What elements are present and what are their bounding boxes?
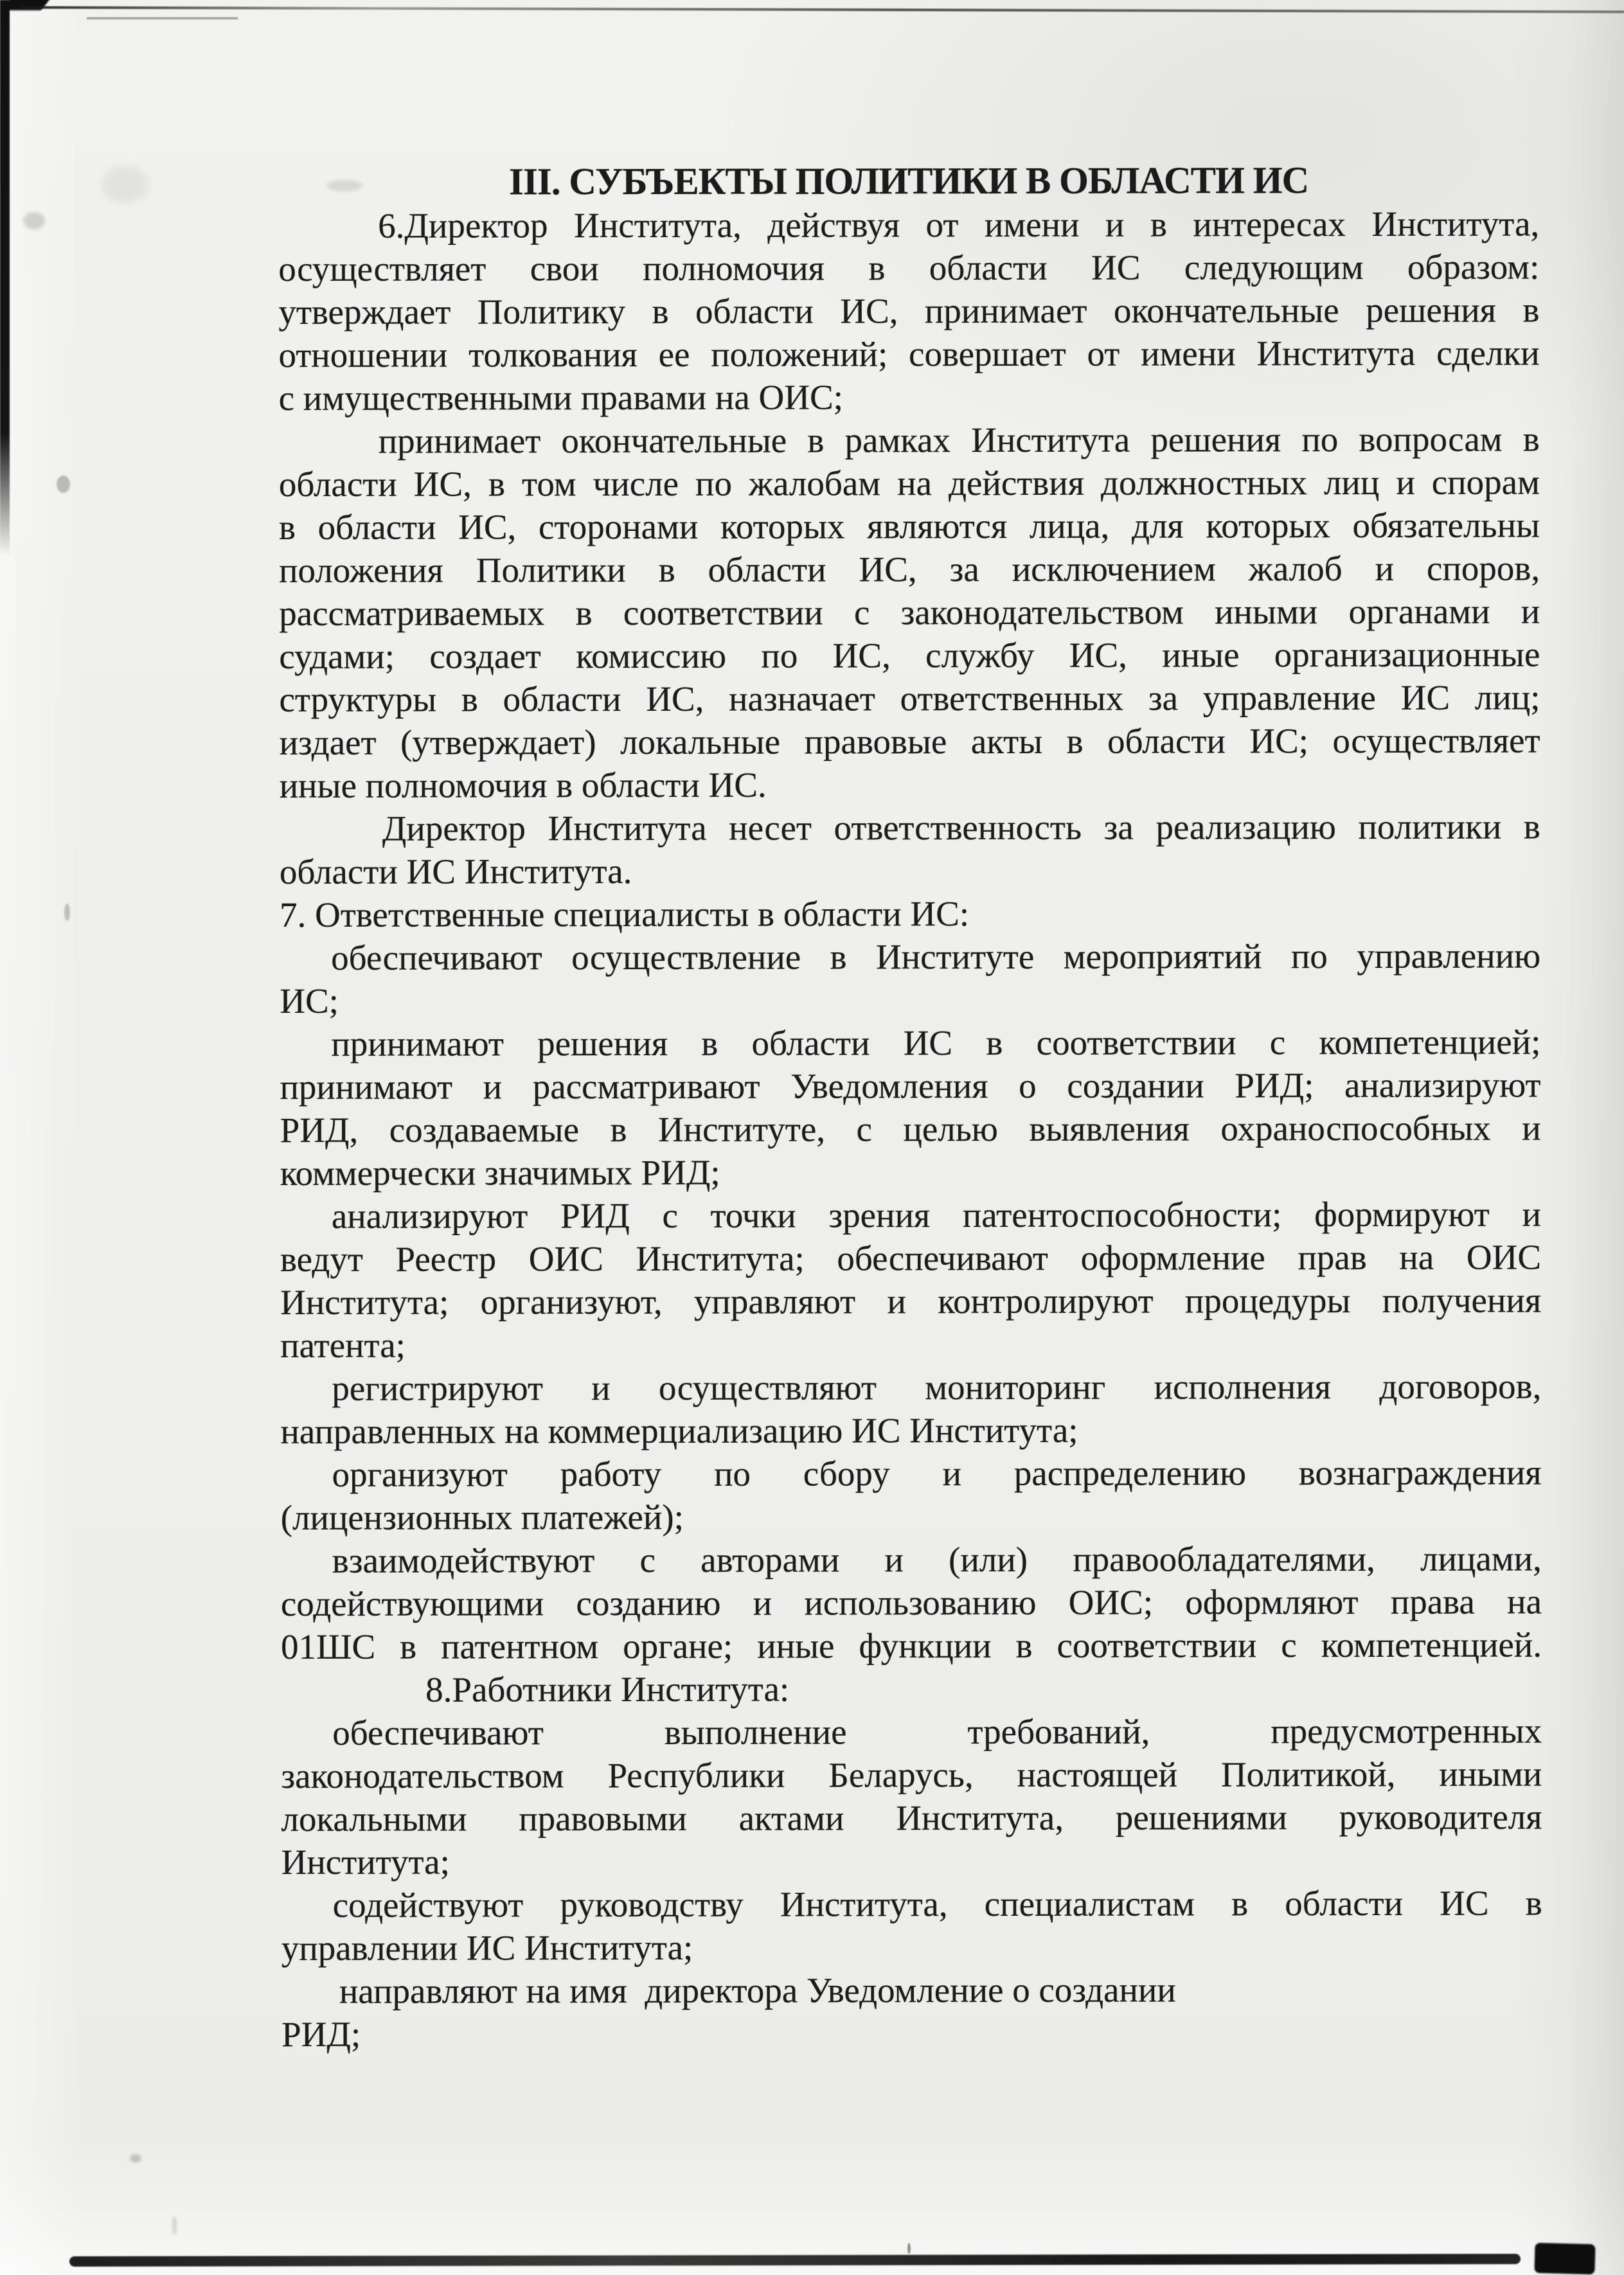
text-line: 8.Работники Института: bbox=[425, 1669, 790, 1709]
text-line: рассматриваемых в соответствии с законодательством иными органами и bbox=[279, 591, 1540, 633]
document-lines bbox=[278, 203, 1542, 2056]
scan-artifact-top-fold-line bbox=[87, 17, 238, 19]
text-line: регистрируют и осуществляют мониторинг исполнения договоров, bbox=[332, 1366, 1542, 1408]
text-line: ИС; bbox=[280, 981, 339, 1021]
text-line: организуют работу по сбору и распределению вознаграждения bbox=[332, 1452, 1542, 1494]
text-line: ведут Реестр ОИС Института; обеспечивают оформление прав на ОИС bbox=[280, 1237, 1542, 1279]
text-line: коммерчески значимых РИД; bbox=[280, 1152, 720, 1193]
document-text bbox=[278, 160, 1542, 2056]
text-line: области ИС, в том числе по жалобам на действия должностных лиц и спорам bbox=[278, 462, 1540, 504]
scan-speck bbox=[130, 2154, 141, 2163]
scan-artifact-bottom-edge-bar bbox=[69, 2254, 1521, 2267]
text-line: отношении толкования ее положений; совершает от имени Института сделки bbox=[278, 333, 1540, 375]
text-line: РИД, создаваемые в Институте, с целью выявления охраноспособных и bbox=[280, 1108, 1541, 1150]
text-line: судами; создает комиссию по ИС, службу ИС, иные организационные bbox=[279, 634, 1540, 676]
scan-artifact-left-edge-bar bbox=[0, 0, 10, 556]
text-line: направляют на имя директора Уведомление о создании bbox=[339, 1970, 1176, 2011]
text-line: 7. Ответственные специалисты в области ИС: bbox=[279, 894, 970, 934]
text-line: области ИС Института. bbox=[279, 852, 632, 891]
text-line: положения Политики в области ИС, за исключением жалоб и споров, bbox=[279, 548, 1540, 590]
text-line: РИД; bbox=[281, 2014, 361, 2054]
scan-speck bbox=[64, 904, 70, 921]
text-line: принимают решения в области ИС в соответствии с компетенцией; bbox=[331, 1022, 1541, 1064]
text-line: законодательством Республики Беларусь, настоящей Политикой, иными bbox=[281, 1754, 1542, 1796]
text-line: принимают и рассматривают Уведомления о создании РИД; анализируют bbox=[280, 1065, 1541, 1107]
text-line: анализируют РИД с точки зрения патентоспособности; формируют и bbox=[331, 1194, 1541, 1236]
scan-artifact-corner-blob bbox=[1534, 2243, 1595, 2274]
text-line: с имущественными правами на ОИС; bbox=[278, 377, 844, 418]
text-line: обеспечивают выполнение требований, предусмотренных bbox=[332, 1711, 1542, 1753]
scan-speck bbox=[23, 212, 45, 229]
text-line: утверждает Политику в области ИС, принимает окончательные решения в bbox=[278, 290, 1540, 332]
text-line: 6.Директор Института, действуя от имени и в интересах Института, bbox=[378, 204, 1540, 245]
text-line: структуры в области ИС, назначает ответственных за управление ИС лиц; bbox=[279, 677, 1540, 719]
text-line: обеспечивают осуществление в Институте мероприятий по управлению bbox=[331, 936, 1541, 977]
text-line: осуществляет свои полномочия в области ИС следующим образом: bbox=[278, 247, 1540, 289]
scan-speck bbox=[172, 2216, 177, 2235]
text-line: Института; организуют, управляют и контролируют процедуры получения bbox=[280, 1280, 1542, 1322]
scan-artifact-top-fold-line bbox=[21, 6, 1624, 13]
document-title: III. СУБЪЕКТЫ ПОЛИТИКИ В ОБЛАСТИ ИС bbox=[508, 159, 1309, 203]
text-line: управлении ИС Института; bbox=[281, 1927, 693, 1968]
text-line: патента; bbox=[280, 1325, 406, 1365]
text-line: локальными правовыми актами Института, решениями руководителя bbox=[281, 1797, 1542, 1839]
text-line: принимает окончательные в рамках Института решения по вопросам в bbox=[378, 419, 1540, 461]
text-line: содействуют руководству Института, специалистам в области ИС в bbox=[332, 1883, 1542, 1925]
text-line: направленных на коммерциализацию ИС Института; bbox=[280, 1410, 1078, 1451]
text-line: Института; bbox=[281, 1842, 450, 1882]
scan-speck bbox=[907, 2243, 911, 2254]
scan-artifact-corner-mark bbox=[1, 0, 51, 10]
text-line: в области ИС, сторонами которых являются лица, для которых обязательны bbox=[278, 505, 1540, 547]
text-line: 01ШС в патентном органе; иные функции в соответствии с компетенцией. bbox=[280, 1625, 1542, 1666]
text-line: Директор Института несет ответственность за реализацию политики в bbox=[382, 807, 1540, 848]
text-line: взаимодействуют с авторами и (или) правообладателями, лицами, bbox=[332, 1539, 1542, 1580]
text-line: содействующими созданию и использованию ОИС; оформляют права на bbox=[280, 1582, 1542, 1623]
scan-speck bbox=[57, 476, 70, 493]
text-line: издает (утверждает) локальные правовые акты в области ИС; осуществляет bbox=[279, 720, 1540, 762]
text-line: (лицензионных платежей); bbox=[280, 1497, 684, 1537]
scan-speck bbox=[102, 166, 149, 203]
text-line: иные полномочия в области ИС. bbox=[279, 765, 767, 805]
